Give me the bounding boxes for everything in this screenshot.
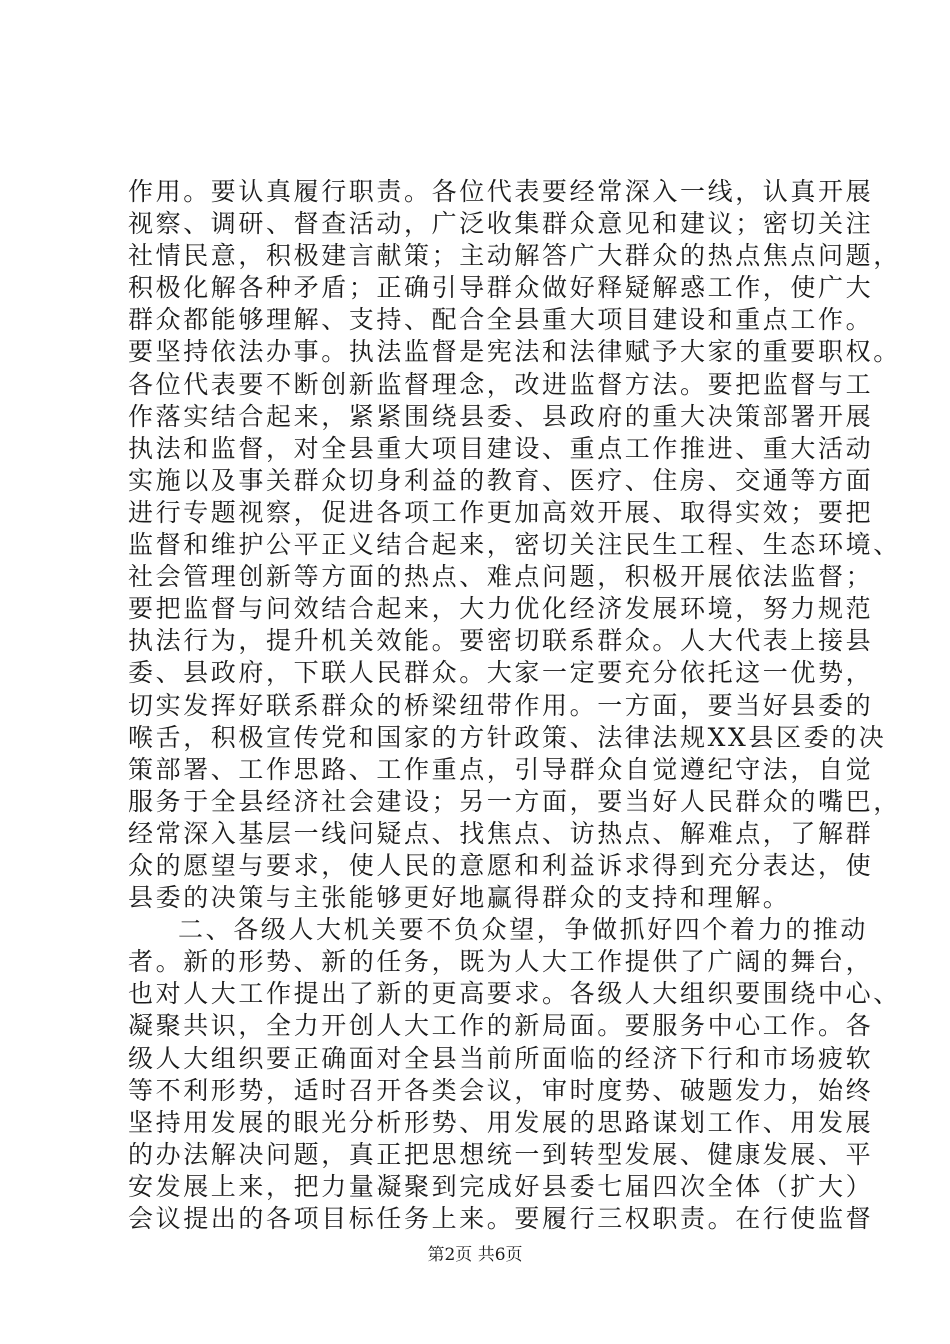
text-line: 执法行为，提升机关效能。要密切联系群众。人大代表上接县 [128, 626, 874, 656]
text-line: 会议提出的各项目标任务上来。要履行三权职责。在行使监督 [128, 1204, 874, 1233]
text-line: 坚持用发展的眼光分析形势、用发展的思路谋划工作、用发展 [128, 1107, 874, 1137]
page-number-footer: 第2页 共6页 [427, 1245, 523, 1265]
text-line: 各位代表要不断创新监督理念，改进监督方法。要把监督与工 [128, 369, 874, 399]
text-line: 经常深入基层一线问疑点、找焦点、访热点、解难点，了解群 [128, 818, 874, 848]
text-line: 安发展上来，把力量凝聚到完成好县委七届四次全体（扩大） [128, 1171, 874, 1201]
text-line: 作落实结合起来，紧紧围绕县委、县政府的重大决策部署开展 [128, 401, 874, 431]
text-line: 凝聚共识，全力开创人大工作的新局面。要服务中心工作。各 [128, 1011, 874, 1041]
text-line: 执法和监督，对全县重大项目建设、重点工作推进、重大活动 [128, 433, 874, 463]
text-line: 策部署、工作思路、工作重点，引导群众自觉遵纪守法，自觉 [128, 754, 874, 784]
text-line: 进行专题视察，促进各项工作更加高效开展、取得实效；要把 [128, 497, 874, 527]
text-line: 也对人大工作提出了新的更高要求。各级人大组织要围绕中心、 [128, 979, 901, 1009]
text-line: 积极化解各种矛盾；正确引导群众做好释疑解惑工作，使广大 [128, 273, 874, 303]
text-line: 要坚持依法办事。执法监督是宪法和法律赋予大家的重要职权。 [128, 337, 901, 367]
paragraph-start-line: 二、各级人大机关要不负众望，争做抓好四个着力的推动 [178, 915, 869, 945]
text-line: 视察、调研、督查活动，广泛收集群众意见和建议；密切关注 [128, 209, 874, 239]
text-line: 要把监督与问效结合起来，大力优化经济发展环境，努力规范 [128, 594, 874, 624]
text-line: 监督和维护公平正义结合起来，密切关注民生工程、生态环境、 [128, 530, 901, 560]
text-line: 社情民意，积极建言献策；主动解答广大群众的热点焦点问题， [128, 241, 901, 271]
document-body [128, 176, 901, 1235]
text-line: 者。新的形势、新的任务，既为人大工作提供了广阔的舞台， [128, 947, 874, 977]
text-line: 的办法解决问题，真正把思想统一到转型发展、健康发展、平 [128, 1139, 874, 1169]
text-line: 社会管理创新等方面的热点、难点问题，积极开展依法监督； [128, 562, 874, 592]
text-line: 群众都能够理解、支持、配合全县重大项目建设和重点工作。 [128, 305, 874, 335]
text-line: 切实发挥好联系群众的桥梁纽带作用。一方面，要当好县委的 [128, 690, 874, 720]
text-line: 级人大组织要正确面对全县当前所面临的经济下行和市场疲软 [128, 1043, 874, 1073]
text-line: 县委的决策与主张能够更好地赢得群众的支持和理解。 [128, 883, 791, 913]
text-line: 作用。要认真履行职责。各位代表要经常深入一线，认真开展 [128, 177, 874, 206]
text-line: 委、县政府，下联人民群众。大家一定要充分依托这一优势， [128, 658, 874, 688]
text-line: 服务于全县经济社会建设；另一方面，要当好人民群众的嘴巴， [128, 786, 901, 816]
text-line: 喉舌，积极宣传党和国家的方针政策、法律法规XX县区委的决 [128, 722, 887, 752]
text-line: 众的愿望与要求，使人民的意愿和利益诉求得到充分表达，使 [128, 850, 874, 880]
text-line: 实施以及事关群众切身利益的教育、医疗、住房、交通等方面 [128, 465, 874, 495]
text-line: 等不利形势，适时召开各类会议，审时度势、破题发力，始终 [128, 1075, 874, 1105]
